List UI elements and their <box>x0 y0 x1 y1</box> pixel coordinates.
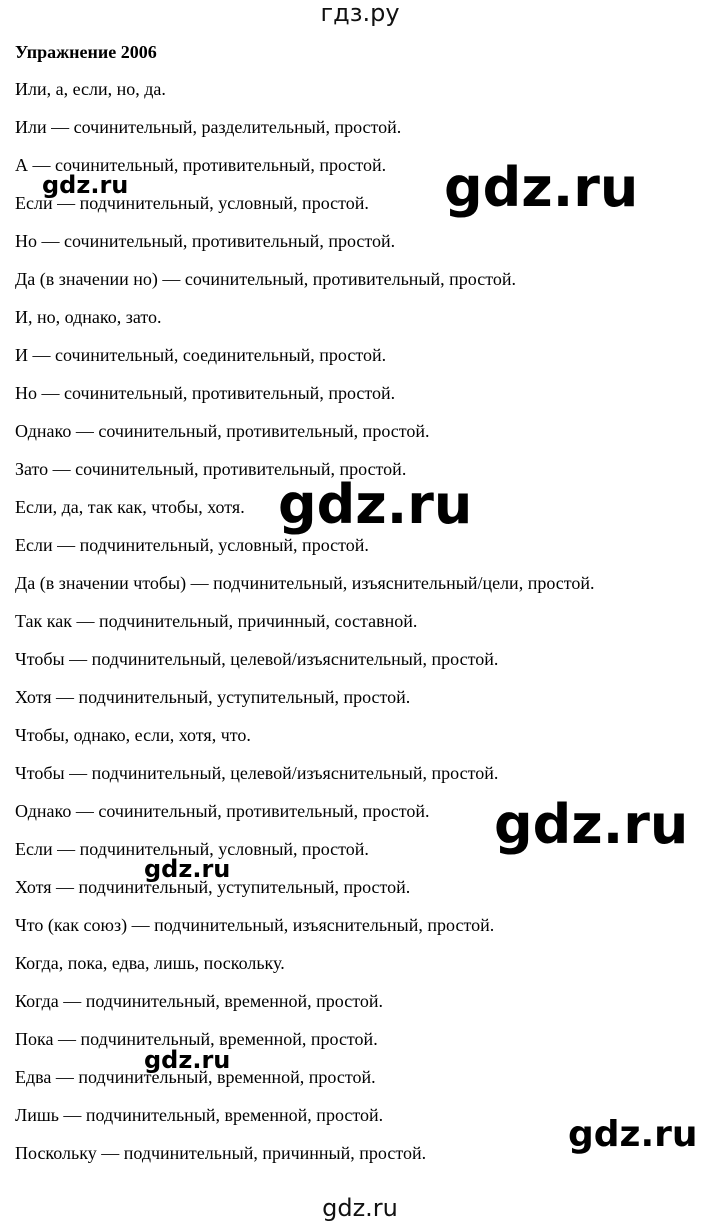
text-line: Чтобы — подчинительный, целевой/изъяснительный, простой. <box>15 649 499 669</box>
watermark: gdz.ru <box>42 171 129 199</box>
text-line: И, но, однако, зато. <box>15 307 162 327</box>
text-line: Поскольку — подчинительный, причинный, простой. <box>15 1143 427 1163</box>
watermark: gdz.ru <box>144 855 231 883</box>
text-line: Однако — сочинительный, противительный, простой. <box>15 801 430 821</box>
text-line: Что (как союз) — подчинительный, изъяснительный, простой. <box>15 915 495 935</box>
text-line: Пока — подчинительный, временной, простой. <box>15 1029 378 1049</box>
text-line: Едва — подчинительный, временной, простой. <box>15 1067 376 1087</box>
site-header[interactable]: гдз.ру <box>320 0 400 27</box>
text-line: А — сочинительный, противительный, простой. <box>15 155 387 175</box>
text-line: И — сочинительный, соединительный, простой. <box>15 345 387 365</box>
watermark: gdz.ru <box>278 473 473 536</box>
text-line: Лишь — подчинительный, временной, простой. <box>15 1105 384 1125</box>
text-line: Да (в значении но) — сочинительный, противительный, простой. <box>15 269 516 289</box>
watermark: gdz.ru <box>444 156 639 219</box>
watermark: gdz.ru <box>494 793 689 856</box>
text-line: Чтобы — подчинительный, целевой/изъяснительный, простой. <box>15 763 499 783</box>
text-line: Да (в значении чтобы) — подчинительный, изъяснительный/цели, простой. <box>15 573 595 593</box>
text-line: Так как — подчинительный, причинный, составной. <box>15 611 418 631</box>
text-line: Когда — подчинительный, временной, простой. <box>15 991 383 1011</box>
text-line: Если — подчинительный, условный, простой. <box>15 193 369 213</box>
text-line: Или — сочинительный, разделительный, простой. <box>15 117 402 137</box>
text-line: Если — подчинительный, условный, простой. <box>15 535 369 555</box>
watermark: gdz.ru <box>144 1046 231 1074</box>
site-footer[interactable]: gdz.ru <box>322 1194 398 1222</box>
text-line: Когда, пока, едва, лишь, поскольку. <box>15 953 285 973</box>
watermark: gdz.ru <box>568 1114 698 1155</box>
text-line: Зато — сочинительный, противительный, простой. <box>15 459 407 479</box>
text-line: Хотя — подчинительный, уступительный, простой. <box>15 877 411 897</box>
text-line: Или, а, если, но, да. <box>15 79 166 99</box>
text-line: Однако — сочинительный, противительный, простой. <box>15 421 430 441</box>
text-line: Если — подчинительный, условный, простой. <box>15 839 369 859</box>
text-line: Но — сочинительный, противительный, простой. <box>15 231 396 251</box>
text-line: Но — сочинительный, противительный, простой. <box>15 383 396 403</box>
text-line: Хотя — подчинительный, уступительный, простой. <box>15 687 411 707</box>
exercise-title: Упражнение 2006 <box>15 42 157 62</box>
text-line: Чтобы, однако, если, хотя, что. <box>15 725 251 745</box>
text-line: Если, да, так как, чтобы, хотя. <box>15 497 245 517</box>
